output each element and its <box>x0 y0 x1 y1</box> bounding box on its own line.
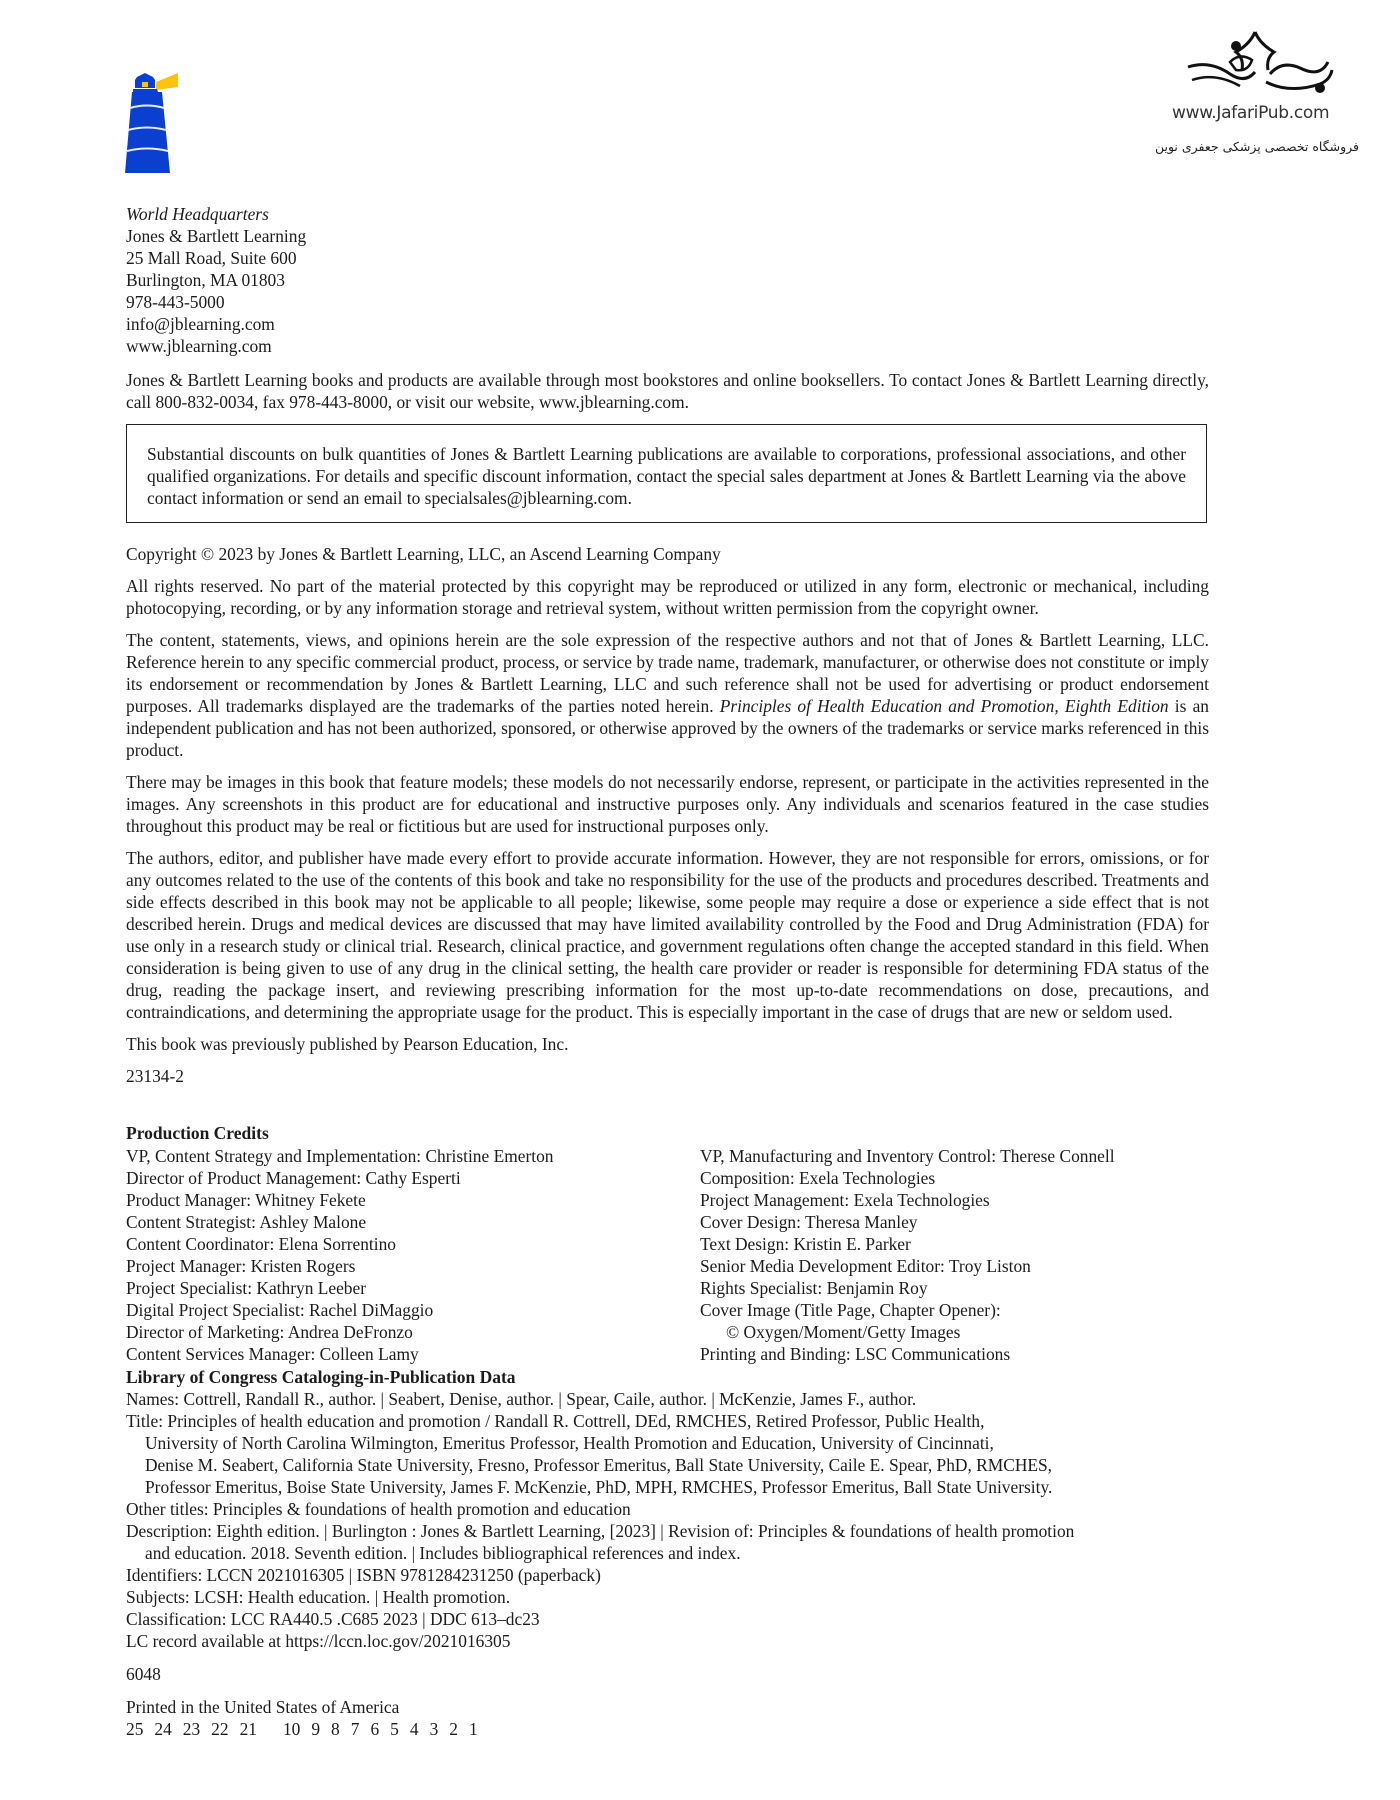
production-credits-title: Production Credits <box>126 1123 269 1143</box>
email-address: info@jblearning.com <box>126 314 275 334</box>
print-run: 8 <box>331 1719 340 1739</box>
address-line: Jones & Bartlett Learning <box>126 226 307 246</box>
cip-description-line: and education. 2018. Seventh edition. | Includes bibliographical references and index. <box>145 1543 741 1563</box>
credit-item: Composition: Exela Technologies <box>700 1168 936 1188</box>
print-run: 6 <box>370 1719 380 1739</box>
print-run: 7 <box>350 1719 360 1739</box>
book-title: Principles of Health Education and Promotion, Eighth Edition <box>719 696 1169 716</box>
credit-item: Printing and Binding: LSC Communications <box>700 1344 1011 1364</box>
print-run: 3 <box>429 1719 439 1739</box>
cip-title-line: Denise M. Seabert, California State University, Fresno, Professor Emeritus, Ball State University, Caile E. Spear, PhD, RMCHES, <box>145 1455 1053 1475</box>
lighthouse-tower <box>125 89 170 173</box>
disclaimer-paragraph <box>126 629 1209 761</box>
cip-title-line: University of North Carolina Wilmington, Emeritus Professor, Health Promotion and Education, University of Cincinnati, <box>145 1433 994 1453</box>
credit-item: Project Specialist: Kathryn Leeber <box>126 1278 367 1298</box>
lighthouse-window <box>142 82 148 87</box>
job-number: 23134-2 <box>126 1066 184 1086</box>
headquarters-address <box>126 203 1209 357</box>
print-year: 23 <box>182 1719 201 1739</box>
cip-description-line: Description: Eighth edition. | Burlington : Jones & Bartlett Learning, [2023] | Revision of: Principles & foundations of health promotion <box>126 1521 1075 1541</box>
copyright-line: Copyright © 2023 by Jones & Bartlett Learning, LLC, an Ascend Learning Company <box>126 544 721 564</box>
print-run: 9 <box>311 1719 321 1739</box>
website-url: www.jblearning.com <box>126 336 272 356</box>
print-run: 1 <box>468 1719 478 1739</box>
cip-subjects: Subjects: LCSH: Health education. | Health promotion. <box>126 1587 511 1607</box>
jafaripub-persian-tagline: فروشگاه تخصصی پزشکی جعفری نوین <box>1154 139 1360 154</box>
printing-code <box>126 1663 1209 1685</box>
cip-lc-record: LC record available at https://lccn.loc.gov/2021016305 <box>126 1631 511 1651</box>
disclaimer-text: is an independent publication and has not been authorized, sponsored, or otherwise approved by the owners of the trademarks or service marks referenced in this product. <box>126 696 1209 760</box>
credit-item: Content Coordinator: Elena Sorrentino <box>126 1234 396 1254</box>
headquarters-title: World Headquarters <box>126 204 269 224</box>
cip-other-titles: Other titles: Principles & foundations of health promotion and education <box>126 1499 631 1519</box>
cip-identifiers: Identifiers: LCCN 2021016305 | ISBN 9781284231250 (paperback) <box>126 1565 601 1585</box>
print-year: 21 <box>239 1719 257 1739</box>
bulk-discount-notice: Substantial discounts on bulk quantities of Jones & Bartlett Learning publications are available to corporations, professional associations, and other qualified organizations. For details and specific discount information, contact the special sales department at Jones & Bartlett Learning via the above contact information or send an email to specialsales@jblearning.com. <box>147 444 1186 508</box>
print-run: 10 <box>282 1719 301 1739</box>
production-credits-left-column <box>126 1145 686 1365</box>
cip-classification: Classification: LCC RA440.5 .C685 2023 | DDC 613–dc23 <box>126 1609 540 1629</box>
credit-item: VP, Manufacturing and Inventory Control: Therese Connell <box>700 1146 1115 1166</box>
print-run: 5 <box>390 1719 399 1739</box>
production-credits-title-row <box>126 1122 1209 1144</box>
cip-data-block <box>126 1366 1209 1652</box>
legal-section <box>126 543 1209 1097</box>
credit-item: Director of Marketing: Andrea DeFronzo <box>126 1322 413 1342</box>
print-year: 22 <box>211 1719 229 1739</box>
credit-item: Cover Design: Theresa Manley <box>700 1212 918 1232</box>
printer-key-line <box>126 1718 1209 1740</box>
rights-paragraph: All rights reserved. No part of the material protected by this copyright may be reproduced or utilized in any form, electronic or mechanical, including photocopying, recording, or by any information storage and retrieval system, without written permission from the copyright owner. <box>126 576 1209 618</box>
previous-publisher-note: This book was previously published by Pearson Education, Inc. <box>126 1034 569 1054</box>
credit-item: Senior Media Development Editor: Troy Liston <box>700 1256 1031 1276</box>
cip-title-line: Title: Principles of health education and promotion / Randall R. Cottrell, DEd, RMCHES, Retired Professor, Public Health, <box>126 1411 985 1431</box>
models-paragraph: There may be images in this book that feature models; these models do not necessarily endorse, represent, or participate in the activities represented in the images. Any screenshots in this product are for educational and instructive purposes only. Any individuals and scenarios featured in the case studies throughout this product may be real or fictitious but are used for instructional purposes only. <box>126 772 1209 836</box>
credit-item: Content Strategist: Ashley Malone <box>126 1212 367 1232</box>
print-year: 24 <box>154 1719 172 1739</box>
cip-title-line: Professor Emeritus, Boise State University, James F. McKenzie, PhD, MPH, RMCHES, Professor Emeritus, Ball State University. <box>145 1477 1053 1497</box>
credit-item: © Oxygen/Moment/Getty Images <box>726 1322 961 1342</box>
printing-code-number: 6048 <box>126 1664 161 1684</box>
lighthouse-beam <box>156 73 178 90</box>
print-run: 2 <box>449 1719 458 1739</box>
cip-names: Names: Cottrell, Randall R., author. | Seabert, Denise, author. | Spear, Caile, author. | McKenzie, James F., author. <box>126 1389 917 1409</box>
cip-data-title: Library of Congress Cataloging-in-Publication Data <box>126 1367 516 1387</box>
bulk-discount-notice-box <box>126 424 1207 523</box>
credit-item: Product Manager: Whitney Fekete <box>126 1190 366 1210</box>
print-year: 25 <box>126 1719 144 1739</box>
credit-item: Rights Specialist: Benjamin Roy <box>700 1278 928 1298</box>
credit-item: Content Services Manager: Colleen Lamy <box>126 1344 419 1364</box>
address-line: 25 Mall Road, Suite 600 <box>126 248 297 268</box>
credit-item: Digital Project Specialist: Rachel DiMaggio <box>126 1300 434 1320</box>
address-line: Burlington, MA 01803 <box>126 270 285 290</box>
phone-number: 978-443-5000 <box>126 292 225 312</box>
jafaripub-calligraphy-icon <box>1170 22 1340 106</box>
credit-item: Text Design: Kristin E. Parker <box>700 1234 911 1254</box>
credit-item: Cover Image (Title Page, Chapter Opener): <box>700 1300 1001 1320</box>
disclaimer-text: The content, statements, views, and opinions herein are the sole expression of the respective authors and not that of Jones & Bartlett Learning, LLC. Reference herein to any specific commercial product, process, or service by trade name, trademark, manufacturer, or otherwise does not constitute or imply its endorsement or recommendation by Jones & Bartlett Learning, LLC and such reference shall not be used for advertising or product endorsement purposes. All trademarks displayed are the trademarks of the parties noted herein. <box>126 630 1209 716</box>
credit-item: Project Manager: Kristen Rogers <box>126 1256 356 1276</box>
credit-item: Project Management: Exela Technologies <box>700 1190 990 1210</box>
printed-in-country: Printed in the United States of America <box>126 1697 400 1717</box>
lighthouse-icon <box>122 68 186 178</box>
medical-disclaimer-paragraph: The authors, editor, and publisher have made every effort to provide accurate information. However, they are not responsible for errors, omissions, or for any outcomes related to the use of the contents of this book and take no responsibility for the use of the products and procedures described. Treatments and side effects described in this book may not be applicable to all people; likewise, some people may require a dose or experience a side effect that is not described herein. Drugs and medical devices are discussed that may have limited availability controlled by the Food and Drug Administration (FDA) for use only in a research study or clinical trial. Research, clinical practice, and government regulations often change the accepted standard in this field. When consideration is being given to use of any drug in the clinical setting, the health care provider or reader is responsible for determining FDA status of the drug, reading the package insert, and reviewing prescribing information for the most up-to-date recommendations on dose, precautions, and contraindications, and determining the appropriate usage for the product. This is especially important in the case of drugs that are new or seldom used. <box>126 848 1209 1022</box>
printing-info <box>126 1696 1209 1740</box>
credit-item: Director of Product Management: Cathy Esperti <box>126 1168 461 1188</box>
print-run: 4 <box>409 1719 419 1739</box>
availability-paragraph: Jones & Bartlett Learning books and products are available through most bookstores and online booksellers. To contact Jones & Bartlett Learning directly, call 800-832-0034, fax 978-443-8000, or visit our website, www.jblearning.com. <box>126 370 1209 412</box>
production-credits-right-column <box>700 1145 1210 1365</box>
jafaripub-url: www.JafariPub.com <box>1172 103 1330 123</box>
credit-item: VP, Content Strategy and Implementation: Christine Emerton <box>126 1146 554 1166</box>
